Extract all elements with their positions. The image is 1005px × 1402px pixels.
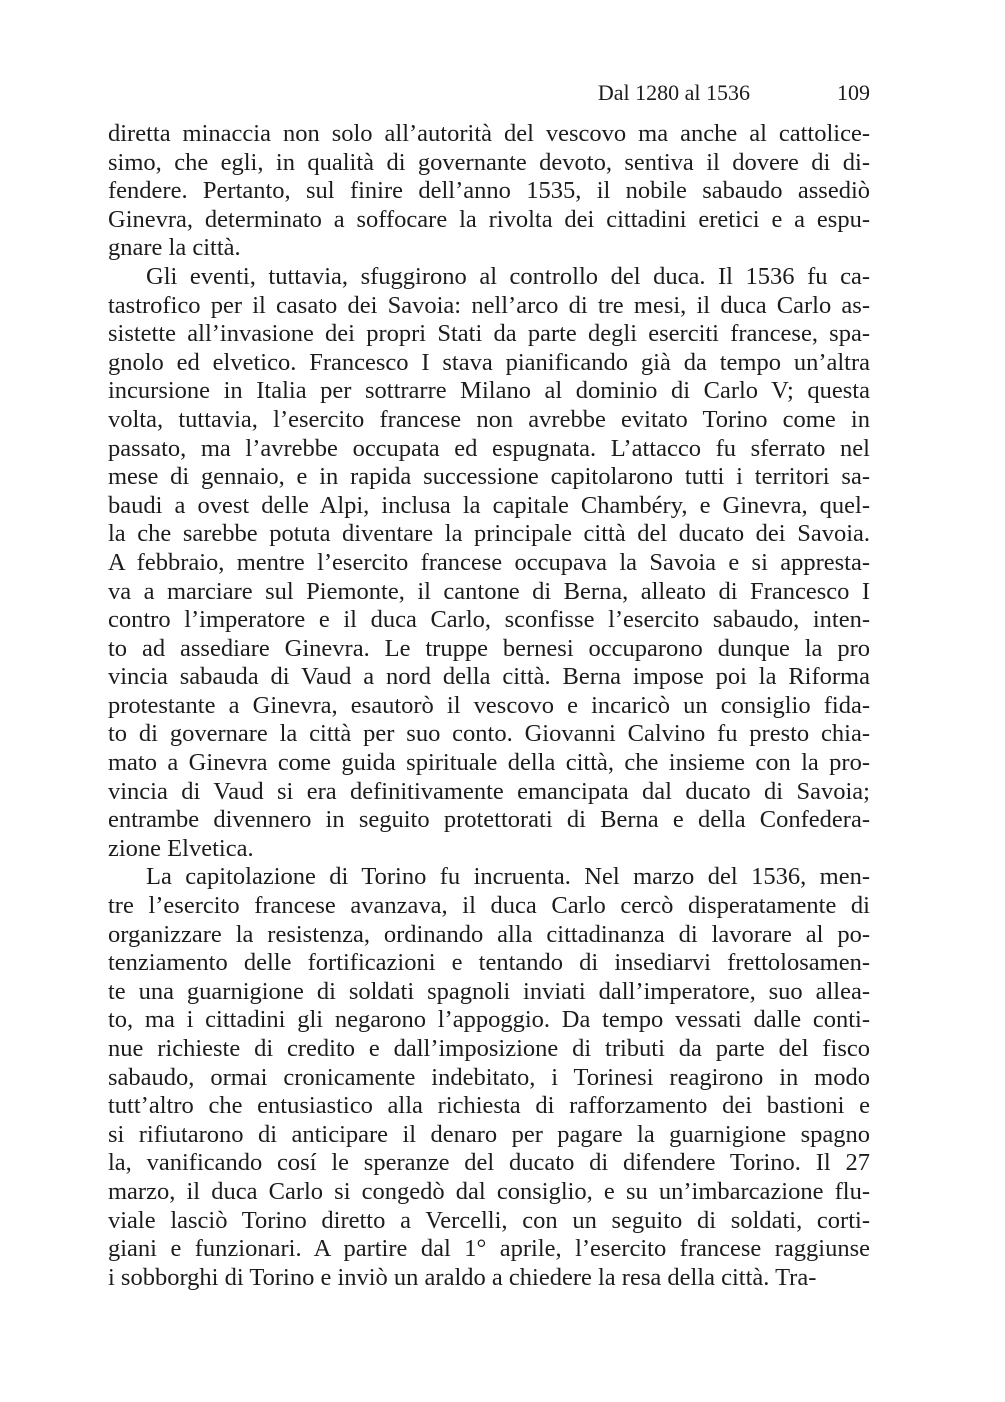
text-line: sistette all’invasione dei propri Stati da parte degli eserciti francese, spa-	[108, 320, 870, 348]
text-line: Gli eventi, tuttavia, sfuggirono al controllo del duca. Il 1536 fu ca-	[146, 262, 870, 290]
text-line: i sobborghi di Torino e inviò un araldo a chiedere la resa della città. Tra-	[108, 1263, 817, 1291]
body-text	[108, 120, 870, 1292]
text-line: va a marciare sul Piemonte, il cantone di Berna, alleato di Francesco I	[108, 577, 870, 605]
text-line: mato a Ginevra come guida spirituale della città, che insieme con la pro-	[108, 749, 870, 777]
text-line: si rifiutarono di anticipare il denaro per pagare la guarnigione spagno	[108, 1120, 870, 1148]
text-line: entrambe divennero in seguito protettorati di Berna e della Confedera-	[108, 806, 870, 834]
text-line: la che sarebbe potuta diventare la principale città del ducato dei Savoia.	[108, 520, 870, 548]
text-line: simo, che egli, in qualità di governante devoto, sentiva il dovere di di-	[108, 148, 870, 176]
text-line: to di governare la città per suo conto. Giovanni Calvino fu presto chia-	[108, 720, 870, 748]
text-line: giani e funzionari. A partire dal 1° aprile, l’esercito francese raggiunse	[108, 1235, 870, 1263]
text-line: mese di gennaio, e in rapida successione capitolarono tutti i territori sa-	[108, 463, 870, 491]
text-line: protestante a Ginevra, esautorò il vescovo e incaricò un consiglio fida-	[108, 691, 870, 719]
text-line: organizzare la resistenza, ordinando alla cittadinanza di lavorare al po-	[108, 920, 870, 948]
text-line: to, ma i cittadini gli negarono l’appoggio. Da tempo vessati dalle conti-	[108, 1006, 870, 1034]
text-line: contro l’imperatore e il duca Carlo, sconfisse l’esercito sabaudo, inten-	[108, 606, 870, 634]
paragraph	[108, 120, 870, 263]
running-title: Dal 1280 al 1536	[597, 80, 750, 105]
text-line: te una guarnigione di soldati spagnoli inviati dall’imperatore, suo allea-	[108, 977, 870, 1005]
text-line: marzo, il duca Carlo si congedò dal consiglio, e su un’imbarcazione flu-	[108, 1177, 870, 1205]
paragraph	[108, 263, 870, 863]
text-line: Ginevra, determinato a soffocare la rivolta dei cittadini eretici e a espu-	[108, 205, 870, 233]
text-line: viale lasciò Torino diretto a Vercelli, con un seguito di soldati, corti-	[108, 1206, 870, 1234]
text-line: volta, tuttavia, l’esercito francese non avrebbe evitato Torino come in	[108, 405, 870, 433]
text-line: tre l’esercito francese avanzava, il duca Carlo cercò disperatamente di	[108, 892, 870, 920]
text-line: vincia di Vaud si era definitivamente emancipata dal ducato di Savoia;	[108, 777, 870, 805]
text-line: gnare la città.	[108, 234, 241, 262]
text-line: gnolo ed elvetico. Francesco I stava pianificando già da tempo un’altra	[108, 348, 870, 376]
running-head	[108, 80, 870, 110]
text-line: tutt’altro che entusiastico alla richiesta di rafforzamento dei bastioni e	[108, 1092, 870, 1120]
text-line: vincia sabauda di Vaud a nord della città. Berna impose poi la Riforma	[108, 663, 870, 691]
text-line: incursione in Italia per sottrarre Milano al dominio di Carlo V; questa	[108, 377, 870, 405]
text-line: tastrofico per il casato dei Savoia: nell’arco di tre mesi, il duca Carlo as-	[108, 291, 870, 319]
text-line: passato, ma l’avrebbe occupata ed espugnata. L’attacco fu sferrato nel	[108, 434, 870, 462]
text-line: to ad assediare Ginevra. Le truppe bernesi occuparono dunque la pro	[108, 634, 870, 662]
text-line: zione Elvetica.	[108, 834, 254, 862]
page-number: 109	[837, 80, 870, 105]
text-line: la, vanificando cosí le speranze del ducato di difendere Torino. Il 27	[108, 1149, 870, 1177]
text-line: sabaudo, ormai cronicamente indebitato, i Torinesi reagirono in modo	[108, 1063, 870, 1091]
text-line: A febbraio, mentre l’esercito francese occupava la Savoia e si appresta-	[108, 548, 870, 576]
text-line: fendere. Pertanto, sul finire dell’anno 1535, il nobile sabaudo assediò	[108, 177, 870, 205]
text-line: baudi a ovest delle Alpi, inclusa la capitale Chambéry, e Ginevra, quel-	[108, 491, 870, 519]
text-line: tenziamento delle fortificazioni e tentando di insediarvi frettolosamen-	[108, 949, 870, 977]
text-line: La capitolazione di Torino fu incruenta. Nel marzo del 1536, men-	[146, 863, 870, 891]
paragraph	[108, 863, 870, 1292]
text-line: diretta minaccia non solo all’autorità del vescovo ma anche al cattolice-	[108, 120, 870, 147]
text-line: nue richieste di credito e dall’imposizione di tributi da parte del fisco	[108, 1035, 870, 1062]
